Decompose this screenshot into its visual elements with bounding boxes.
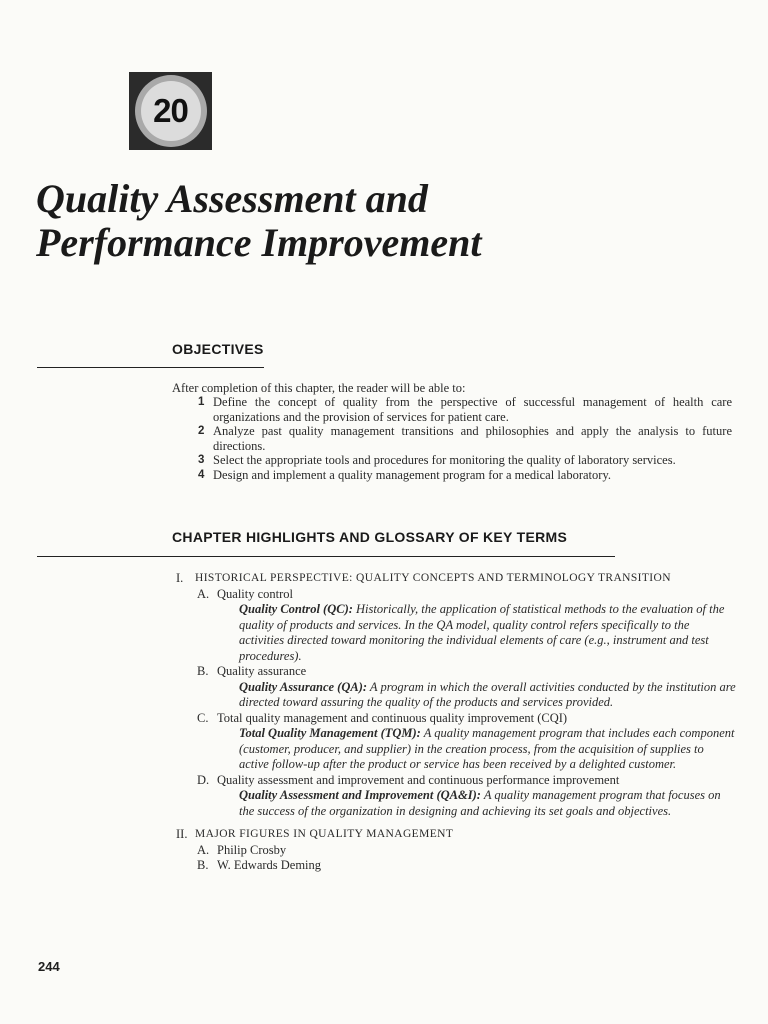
glossary-term: Total Quality Management (TQM): xyxy=(239,726,421,740)
glossary-term: Quality Assessment and Improvement (QA&I): xyxy=(239,788,481,802)
outline-item: C. Total quality management and continuous quality improvement (CQI) Total Quality Management (TQM): A quality management program that includes each component (customer, producer, and supplier) in the creation process, from the acquisition of supplies to active follow-up after the product or service has been received by a delighted customer. xyxy=(197,710,735,771)
outline-item-label: Quality assessment and improvement and continuous performance improvement xyxy=(217,772,620,787)
outline-item-label: Quality control xyxy=(217,586,294,601)
glossary-definition: Quality Control (QC): Historically, the application of statistical methods to the evaluation of the quality of products and services. In the QA model, quality control refers specifically to the activities directed toward monitoring the individual elements of care (e.g., instrument and test procedures). xyxy=(239,602,725,663)
objectives-intro: After completion of this chapter, the reader will be able to: xyxy=(172,381,466,395)
objective-item: 2 Analyze past quality management transitions and philosophies and apply the analysis to future directions. xyxy=(198,424,732,453)
highlights-rule xyxy=(37,556,615,557)
chapter-badge-ring xyxy=(135,75,207,147)
outline-item: A. Philip Crosby xyxy=(197,843,736,859)
outline-item: B. W. Edwards Deming xyxy=(197,858,736,874)
objectives-list xyxy=(198,395,732,482)
highlights-heading: CHAPTER HIGHLIGHTS AND GLOSSARY OF KEY TERMS xyxy=(172,529,568,545)
glossary-definition: Quality Assurance (QA): A program in which the overall activities conducted by the institution are directed toward assuring the quality of the products and services provided. xyxy=(239,679,736,709)
objectives-heading: OBJECTIVES xyxy=(172,341,264,357)
chapter-title-line-1: Quality Assessment and xyxy=(36,176,428,221)
outline-section-title: MAJOR FIGURES IN QUALITY MANAGEMENT xyxy=(195,828,454,840)
outline-item-label: Philip Crosby xyxy=(217,842,287,857)
outline-item: B. Quality assurance Quality Assurance (QA): A program in which the overall activities conducted by the institution are directed toward assuring the quality of the products and services provided. xyxy=(197,664,736,709)
outline-item: D. Quality assessment and improvement and continuous performance improvement Quality Assessment and Improvement (QA&I): A quality management program that focuses on the success of the organization in designing and achieving its set goals and objectives. xyxy=(197,773,736,820)
chapter-title-line-2: Performance Improvement xyxy=(36,220,482,265)
objective-item: 4 Design and implement a quality management program for a medical laboratory. xyxy=(198,467,612,482)
outline-section: II. MAJOR FIGURES IN QUALITY MANAGEMENT A. Philip Crosby B. W. Edwards Deming xyxy=(176,827,736,874)
outline-item-label: Total quality management and continuous quality improvement (CQI) xyxy=(217,710,568,725)
objective-item: 1 Define the concept of quality from the perspective of successful management of health care organizations and the provision of services for patient care. xyxy=(198,395,732,424)
chapter-title xyxy=(36,177,676,265)
highlights-outline xyxy=(176,571,736,874)
objective-item: 3 Select the appropriate tools and procedures for monitoring the quality of laboratory services. xyxy=(198,453,676,467)
objectives-rule xyxy=(37,367,264,368)
glossary-definition: Total Quality Management (TQM): A quality management program that includes each component (customer, producer, and supplier) in the creation process, from the acquisition of supplies to active follow-up after the product or service has been received by a delighted customer. xyxy=(239,726,735,771)
outline-section: I. HISTORICAL PERSPECTIVE: QUALITY CONCEPTS AND TERMINOLOGY TRANSITION A. Quality control Quality Control (QC): Historically, the application of statistical methods to the evaluation of the quality of products and services. In the QA model, quality control refers specifically to the activities directed toward monitoring the individual elements of care (e.g., instrument and test procedures). B. Quality assurance Quality Assurance (QA): A program in which the overall activities conducted by the institution are directed toward assuring the quality of the products and services provided. C. Total quality management and continuous quality improvement (CQI) Total Quality Management (TQM): A quality management program that includes each component (customer, producer, and supplier) in the creation process, from the acquisition of supplies to active follow-up after the product or service has been received by a delighted customer. D. Quality assessment and improvement and continuous performance improvement Quality Assessment and Improvement (QA&I): A quality management program that focuses on the success of the organization in designing and achieving its set goals and objectives. xyxy=(176,571,736,818)
glossary-definition: Quality Assessment and Improvement (QA&I): A quality management program that focuses on the success of the organization in designing and achieving its set goals and objectives. xyxy=(239,788,721,818)
chapter-number-badge xyxy=(129,72,212,150)
outline-item-label: Quality assurance xyxy=(217,664,307,678)
outline-item: A. Quality control Quality Control (QC): Historically, the application of statistical methods to the evaluation of the quality of products and services. In the QA model, quality control refers specifically to the activities directed toward monitoring the individual elements of care (e.g., instrument and test procedures). xyxy=(197,587,736,665)
glossary-term: Quality Assurance (QA): xyxy=(239,679,368,694)
outline-section-title: HISTORICAL PERSPECTIVE: QUALITY CONCEPTS AND TERMINOLOGY TRANSITION xyxy=(195,572,671,584)
chapter-number: 20 xyxy=(141,81,201,141)
glossary-term: Quality Control (QC): xyxy=(239,602,353,616)
outline-item-label: W. Edwards Deming xyxy=(217,858,322,872)
page-number: 244 xyxy=(38,959,60,974)
